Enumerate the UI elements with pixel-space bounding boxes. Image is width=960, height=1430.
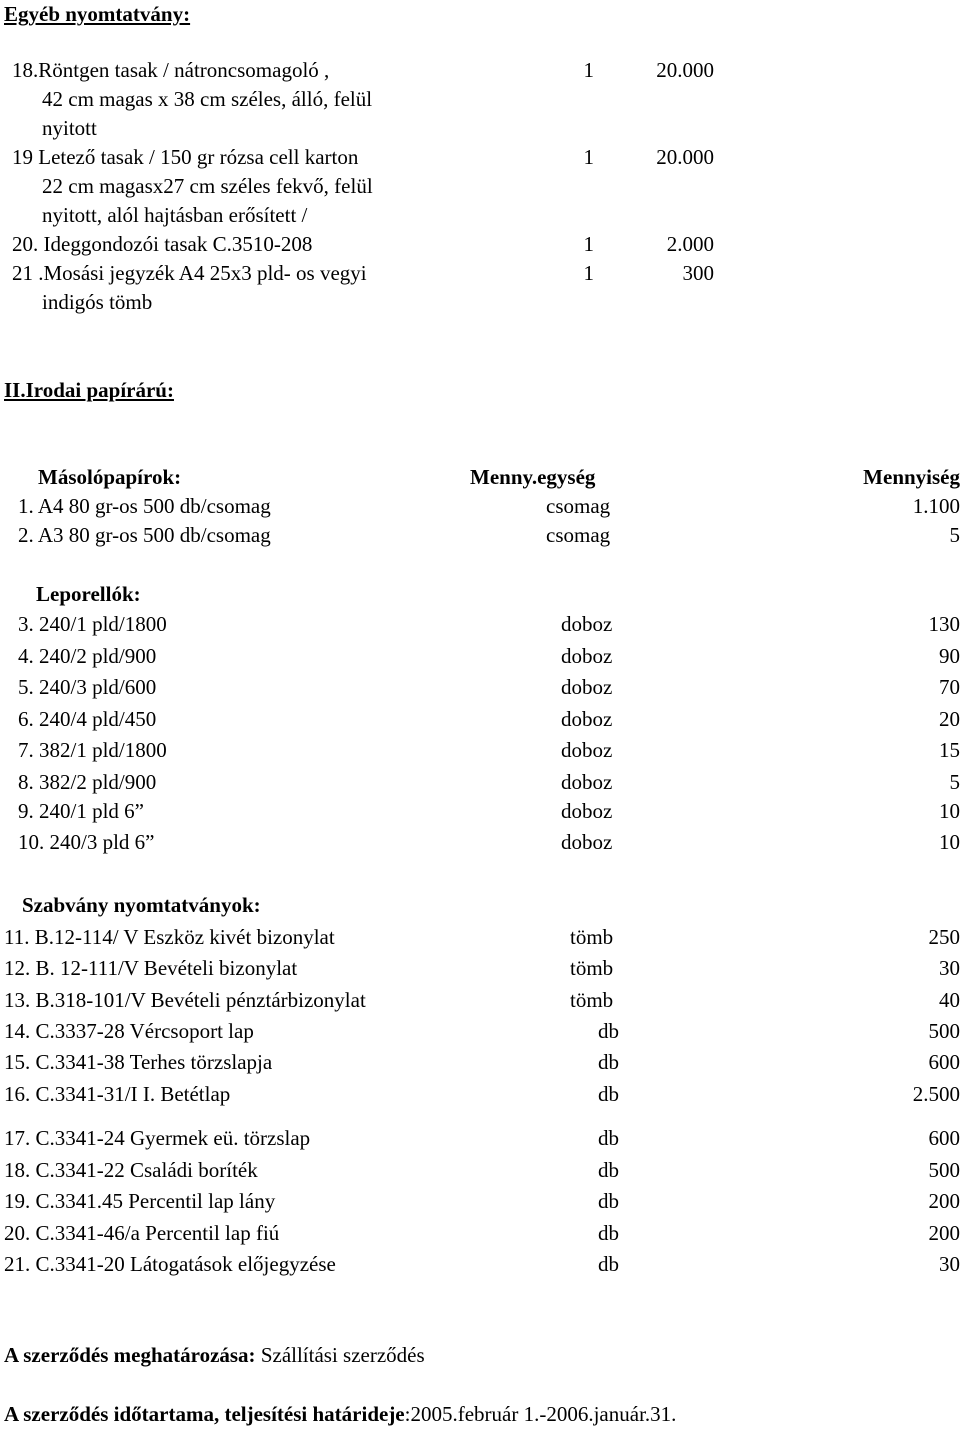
leporello-row-qty: 10	[939, 799, 960, 823]
standard-form-row-qty: 200	[928, 1189, 960, 1213]
standard-form-row-name: 14. C.3337-28 Vércsoport lap	[4, 1019, 254, 1043]
leporello-row-unit: doboz	[561, 612, 613, 636]
section-office-paper: II.Irodai papírárú:	[4, 378, 174, 402]
contract-period-value: :2005.február 1.-2006.január.31.	[404, 1402, 677, 1426]
standard-form-row-unit: db	[598, 1221, 619, 1245]
copy-paper-row-qty: 5	[949, 523, 960, 547]
leporello-row-qty: 20	[939, 707, 960, 731]
standard-form-row-qty: 30	[939, 1252, 960, 1276]
leporello-row-name: 7. 382/1 pld/1800	[18, 738, 167, 762]
standard-forms-heading: Szabvány nyomtatványok:	[22, 893, 261, 917]
standard-form-row-name: 13. B.318-101/V Bevételi pénztárbizonylat	[4, 988, 366, 1012]
other-item-price: 300	[682, 261, 714, 285]
standard-form-row-qty: 600	[928, 1050, 960, 1074]
standard-form-row-qty: 250	[928, 925, 960, 949]
leporello-row-qty: 70	[939, 675, 960, 699]
leporello-row-unit: doboz	[561, 707, 613, 731]
leporello-row-qty: 90	[939, 644, 960, 668]
standard-form-row-name: 12. B. 12-111/V Bevételi bizonylat	[4, 956, 298, 980]
contract-definition	[4, 1345, 425, 1366]
leporello-row-qty: 15	[939, 738, 960, 762]
standard-form-row-qty: 200	[928, 1221, 960, 1245]
standard-form-row-name: 18. C.3341-22 Családi boríték	[4, 1158, 258, 1182]
other-item-qty: 1	[583, 261, 594, 285]
leporello-heading: Leporellók:	[36, 582, 141, 606]
standard-form-row-unit: tömb	[570, 988, 614, 1012]
other-item-price: 20.000	[656, 58, 714, 82]
standard-form-row-qty: 40	[939, 988, 960, 1012]
copy-paper-row-name: 2. A3 80 gr-os 500 db/csomag	[18, 523, 271, 547]
col-header-qty: Mennyiség	[863, 465, 960, 489]
leporello-row-name: 5. 240/3 pld/600	[18, 675, 157, 699]
standard-form-row-qty: 2.500	[912, 1082, 960, 1106]
standard-form-row-name: 15. C.3341-38 Terhes törzslapja	[4, 1050, 273, 1074]
standard-form-row-unit: db	[598, 1158, 619, 1182]
standard-form-row-unit: db	[598, 1126, 619, 1150]
other-item-line: 20. Ideggondozói tasak C.3510-208	[12, 232, 313, 256]
standard-form-row-unit: tömb	[570, 925, 614, 949]
leporello-row-qty: 5	[949, 770, 960, 794]
col-header-unit: Menny.egység	[470, 465, 596, 489]
leporello-row-name: 6. 240/4 pld/450	[18, 707, 157, 731]
leporello-row-name: 4. 240/2 pld/900	[18, 644, 157, 668]
contract-definition-value: Szállítási szerződés	[255, 1343, 425, 1367]
leporello-row-unit: doboz	[561, 770, 613, 794]
other-item-line: 22 cm magasx27 cm széles fekvő, felül	[42, 174, 373, 198]
leporello-row-name: 3. 240/1 pld/1800	[18, 612, 167, 636]
other-item-line: 18.Röntgen tasak / nátroncsomagoló ,	[12, 58, 330, 82]
leporello-row-name: 9. 240/1 pld 6”	[18, 799, 144, 823]
other-item-qty: 1	[583, 232, 594, 256]
standard-form-row-unit: db	[598, 1050, 619, 1074]
copy-paper-row-unit: csomag	[546, 494, 611, 518]
copy-paper-row-qty: 1.100	[912, 494, 960, 518]
other-item-line: 21 .Mosási jegyzék A4 25x3 pld- os vegyi	[12, 261, 367, 285]
copy-paper-row-unit: csomag	[546, 523, 611, 547]
leporello-row-unit: doboz	[561, 738, 613, 762]
other-item-price: 20.000	[656, 145, 714, 169]
leporello-row-unit: doboz	[561, 830, 613, 854]
leporello-row-unit: doboz	[561, 675, 613, 699]
other-item-line: 19 Letező tasak / 150 gr rózsa cell karton	[12, 145, 359, 169]
standard-form-row-unit: db	[598, 1082, 619, 1106]
standard-form-row-qty: 600	[928, 1126, 960, 1150]
standard-form-row-name: 20. C.3341-46/a Percentil lap fiú	[4, 1221, 280, 1245]
col-header-name: Másolópapírok:	[38, 465, 182, 489]
leporello-row-unit: doboz	[561, 644, 613, 668]
standard-form-row-qty: 500	[928, 1158, 960, 1182]
standard-form-row-qty: 500	[928, 1019, 960, 1043]
standard-form-row-name: 16. C.3341-31/I I. Betétlap	[4, 1082, 231, 1106]
standard-form-row-unit: db	[598, 1252, 619, 1276]
standard-form-row-name: 19. C.3341.45 Percentil lap lány	[4, 1189, 276, 1213]
copy-paper-row-name: 1. A4 80 gr-os 500 db/csomag	[18, 494, 271, 518]
heading-other-forms: Egyéb nyomtatvány:	[4, 2, 191, 26]
other-item-line: 42 cm magas x 38 cm széles, álló, felül	[42, 87, 373, 111]
contract-period	[4, 1404, 676, 1425]
standard-form-row-name: 17. C.3341-24 Gyermek eü. törzslap	[4, 1126, 311, 1150]
leporello-row-name: 10. 240/3 pld 6”	[18, 830, 155, 854]
contract-period-label: A szerződés időtartama, teljesítési határideje	[4, 1402, 405, 1426]
other-item-price: 2.000	[666, 232, 714, 256]
standard-form-row-unit: tömb	[570, 956, 614, 980]
standard-form-row-unit: db	[598, 1189, 619, 1213]
standard-form-row-name: 21. C.3341-20 Látogatások előjegyzése	[4, 1252, 336, 1276]
contract-definition-label: A szerződés meghatározása:	[4, 1343, 256, 1367]
standard-form-row-qty: 30	[939, 956, 960, 980]
other-item-qty: 1	[583, 58, 594, 82]
leporello-row-name: 8. 382/2 pld/900	[18, 770, 157, 794]
leporello-row-qty: 10	[939, 830, 960, 854]
other-item-line: nyitott	[42, 116, 97, 140]
standard-form-row-unit: db	[598, 1019, 619, 1043]
other-item-qty: 1	[583, 145, 594, 169]
other-item-line: nyitott, alól hajtásban erősített /	[42, 203, 308, 227]
leporello-row-qty: 130	[928, 612, 960, 636]
standard-form-row-name: 11. B.12-114/ V Eszköz kivét bizonylat	[4, 925, 335, 949]
other-item-line: indigós tömb	[42, 290, 153, 314]
leporello-row-unit: doboz	[561, 799, 613, 823]
